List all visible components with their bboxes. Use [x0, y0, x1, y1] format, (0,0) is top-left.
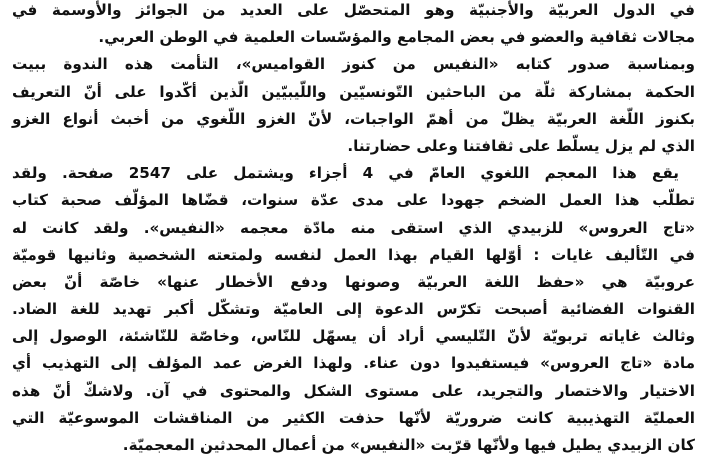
text-line-17: ﻛﺎﻥ ﺍﻟﺰﺑﻴﺪﻱ ﻳﻄﻴﻞ ﻓﻴﻬﺎ ﻭﻷﻧّﻬﺎ ﻗﺮّﺑﺖ «ﺍﻟﻨﻔﻴﺲ» ﻣﻦ ﺃﻋﻤﺎﻝ ﺍﻟﻤﺤﺪﺛﻴﻦ ﺍﻟﻤﻌﺠﻤﻴّﺔ. — [122, 436, 695, 454]
text-line-5: ﺑﻜﻨﻮﺯ ﺍﻟﻠّﻐﺔ ﺍﻟﻌﺮﺑﻴّﺔ ﻳﻈﻞّ ﻣﻦ ﺃﻫﻢّ ﺍﻟﻮﺍﺟﺒﺎﺕ، ﻷﻥّ ﺍﻟﻐﺰﻭ ﺍﻟﻠّﻐﻮﻱ ﻣﻦ ﺃﺧﺒﺚ ﺃﻧﻮﺍﻉ ﺍﻟﻐﺰﻭ — [12, 109, 695, 128]
article-body — [12, 0, 695, 452]
text-line-9: «ﺗﺎﺝ ﺍﻟﻌﺮﻭﺱ» ﻟﻠﺰﺑﻴﺪﻱ ﺍﻟﺬﻱ ﺍﺳﺘﻘﻰ ﻣﻨﻪ ﻣﺎﺩّﺓ ﻣﻌﺠﻤﻪ «ﺍﻟﻨﻔﻴﺲ». ﻭﻟﻘﺪ ﻛﺎﻧﺖ ﻟﻪ — [12, 218, 695, 237]
text-line-11: ﻋﺮﻭﺑﻴّﺔ ﻫﻲ «ﺣﻔﻆ ﺍﻟﻠﻐﺔ ﺍﻟﻌﺮﺑﻴّﺔ ﻭﺻﻮﻧﻬﺎ ﻭﺩﻓﻊ ﺍﻷﺧﻄﺎﺭ ﻋﻨﻬﺎ» ﺧﺎﺻّﺔ ﺃﻥّ ﺑﻌﺾ — [12, 272, 695, 291]
text-line-13: ﻭﺛﺎﻟﺚ ﻏﺎﻳﺎﺗﻪ ﺗﺮﺑﻮﻳّﺔ ﻷﻥّ ﺍﻟﺘّﻠﻴﺴﻲ ﺃﺭﺍﺩ ﺃﻥ ﻳﺴﻬّﻞ ﻟﻠﻨّﺎﺱ، ﻭﺧﺎﺻّﺔ ﻟﻠﻨّﺎﺷﺌﺔ، ﺍﻟﻮﺻﻮﻝ ﺇﻟﻰ — [12, 327, 695, 346]
text-line-14: ﻣﺎﺩﺓ «ﺗﺎﺝ ﺍﻟﻌﺮﻭﺱ» ﻓﻴﺴﺘﻔﻴﺪﻭﺍ ﺩﻭﻥ ﻋﻨﺎﺀ. ﻭﻟﻬﺬﺍ ﺍﻟﻐﺮﺽ ﻋﻤﺪ ﺍﻟﻤﺆﻟﻒ ﺇﻟﻰ ﺍﻟﺘﻬﺬﻳﺐ ﺃﻱ — [12, 354, 695, 373]
text-line-7: ﻳﻘﻊ ﻫﺬﺍ ﺍﻟﻤﻌﺠﻢ ﺍﻟﻠﻐﻮﻱ ﺍﻟﻌﺎﻡّ ﻓﻲ 4 ﺃﺟﺰﺍﺀ ﻭﻳﺸﺘﻤﻞ ﻋﻠﻰ 2547 ﺻﻔﺤﺔ. ﻭﻟﻘﺪ — [12, 164, 679, 183]
text-line-2: ﻣﺠﺎﻻﺕ ﺛﻘﺎﻓﻴﺔ ﻭﺍﻟﻌﻀﻮ ﻓﻲ ﺑﻌﺾ ﺍﻟﻤﺠﺎﻣﻊ ﻭﺍﻟﻤﺆﺳّﺴﺎﺕ ﺍﻟﻌﻠﻤﻴﺔ ﻓﻲ ﺍﻟﻮﻃﻦ ﺍﻟﻌﺮﺑﻲ. — [98, 28, 695, 47]
text-line-6: ﺍﻟﺬﻱ ﻟﻢ ﻳﺰﻝ ﻳﺴﻠّﻂ ﻋﻠﻰ ﺛﻘﺎﻓﺘﻨﺎ ﻭﻋﻠﻰ ﺣﻀﺎﺭﺗﻨﺎ. — [347, 136, 695, 155]
text-line-15: ﺍﻻﺧﺘﻴﺎﺭ ﻭﺍﻻﺧﺘﺼﺎﺭ ﻭﺍﻟﺘﺠﺮﻳﺪ، ﻋﻠﻰ ﻣﺴﺘﻮﻯ ﺍﻟﺸﻜﻞ ﻭﺍﻟﻤﺤﺘﻮﻯ ﻓﻲ ﺁﻥ. ﻭﻻﺷﻚّ ﺃﻥّ ﻫﺬﻩ — [12, 381, 695, 400]
text-line-10: ﻓﻲ ﺍﻟﺘّﺄﻟﻴﻒ ﻏﺎﻳﺎﺕ : ﺃﻭّﻟﻬﺎ ﺍﻟﻘﻴﺎﻡ ﺑﻬﺬﺍ ﺍﻟﻌﻤﻞ ﻟﻨﻔﺴﻪ ﻭﻟﻤﺘﻌﺘﻪ ﺍﻟﺸﺨﺼﻴﺔ ﻭﺛﺎﻧﻴﻬﺎ ﻗﻮﻣﻴّﺔ — [12, 245, 695, 264]
text-line-3: ﻭﺑﻤﻨﺎﺳﺒﺔ ﺻﺪﻭﺭ ﻛﺘﺎﺑﻪ «ﺍﻟﻨﻔﻴﺲ ﻣﻦ ﻛﻨﻮﺯ ﺍﻟﻘﻮﺍﻣﻴﺲ»، ﺍﻟﺘﺄﻣﺖ ﻫﺬﻩ ﺍﻟﻨﺪﻭﺓ ﺑﺒﻴﺖ — [12, 55, 695, 74]
text-line-4: ﺍﻟﺤﻜﻤﺔ ﺑﻤﺸﺎﺭﻛﺔ ﺛﻠّﺔ ﻣﻦ ﺍﻟﺒﺎﺣﺜﻴﻦ ﺍﻟﺘّﻮﻧﺴﻴّﻴﻦ ﻭﺍﻟﻠّﻴﺒﻴّﻴﻦ ﺍﻟّﺬﻳﻦ ﺃﻛّﺪﻭﺍ ﻋﻠﻰ ﺃﻥّ ﺍﻟﺘﻌﺮﻳﻒ — [12, 82, 695, 101]
text-line-1: ﻓﻲ ﺍﻟﺪﻭﻝ ﺍﻟﻌﺮﺑﻴّﺔ ﻭﺍﻷﺟﻨﺒﻴّﺔ ﻭﻫﻮ ﺍﻟﻤﺘﺤﺼّﻞ ﻋﻠﻰ ﺍﻟﻌﺪﻳﺪ ﻣﻦ ﺍﻟﺠﻮﺍﺋﺰ ﻭﺍﻷﻭﺳﻤﺔ ﻓﻲ — [12, 1, 695, 19]
text-line-8: ﺗﻄﻠّﺐ ﻫﺬﺍ ﺍﻟﻌﻤﻞ ﺍﻟﻀﺨﻢ ﺟﻬﻮﺩﺍ ﻋﻠﻰ ﻣﺪﻯ ﻋﺪّﺓ ﺳﻨﻮﺍﺕ، ﻗﻀّﺎﻫﺎ ﺍﻟﻤﺆﻟّﻒ ﺻﺤﺒﺔ ﻛﺘﺎﺏ — [12, 191, 695, 210]
text-line-16: ﺍﻟﻌﻤﻠﻴّﺔ ﺍﻟﺘﻬﺬﻳﺒﻴﺔ ﻛﺎﻧﺖ ﺿﺮﻭﺭﻳّﺔ ﻷﻧّﻬﺎ ﺣﺬﻓﺖ ﺍﻟﻜﺜﻴﺮ ﻣﻦ ﺍﻟﻤﻨﺎﻗﺸﺎﺕ ﺍﻟﻤﻮﺳﻮﻋﻴّﺔ ﺍﻟﺘﻲ — [12, 408, 695, 427]
text-line-12: ﺍﻟﻘﻨﻮﺍﺕ ﺍﻟﻔﻀﺎﺋﻴﺔ ﺃﺻﺒﺤﺖ ﺗﻜﺮّﺱ ﺍﻟﺪﻋﻮﺓ ﺇﻟﻰ ﺍﻟﻌﺎﻣﻴّﺔ ﻭﺗﺸﻜّﻞ ﺃﻛﺒﺮ ﺗﻬﺪﻳﺪ ﻟﻠﻐﺔ ﺍﻟﻀﺎﺩ. — [12, 300, 695, 319]
